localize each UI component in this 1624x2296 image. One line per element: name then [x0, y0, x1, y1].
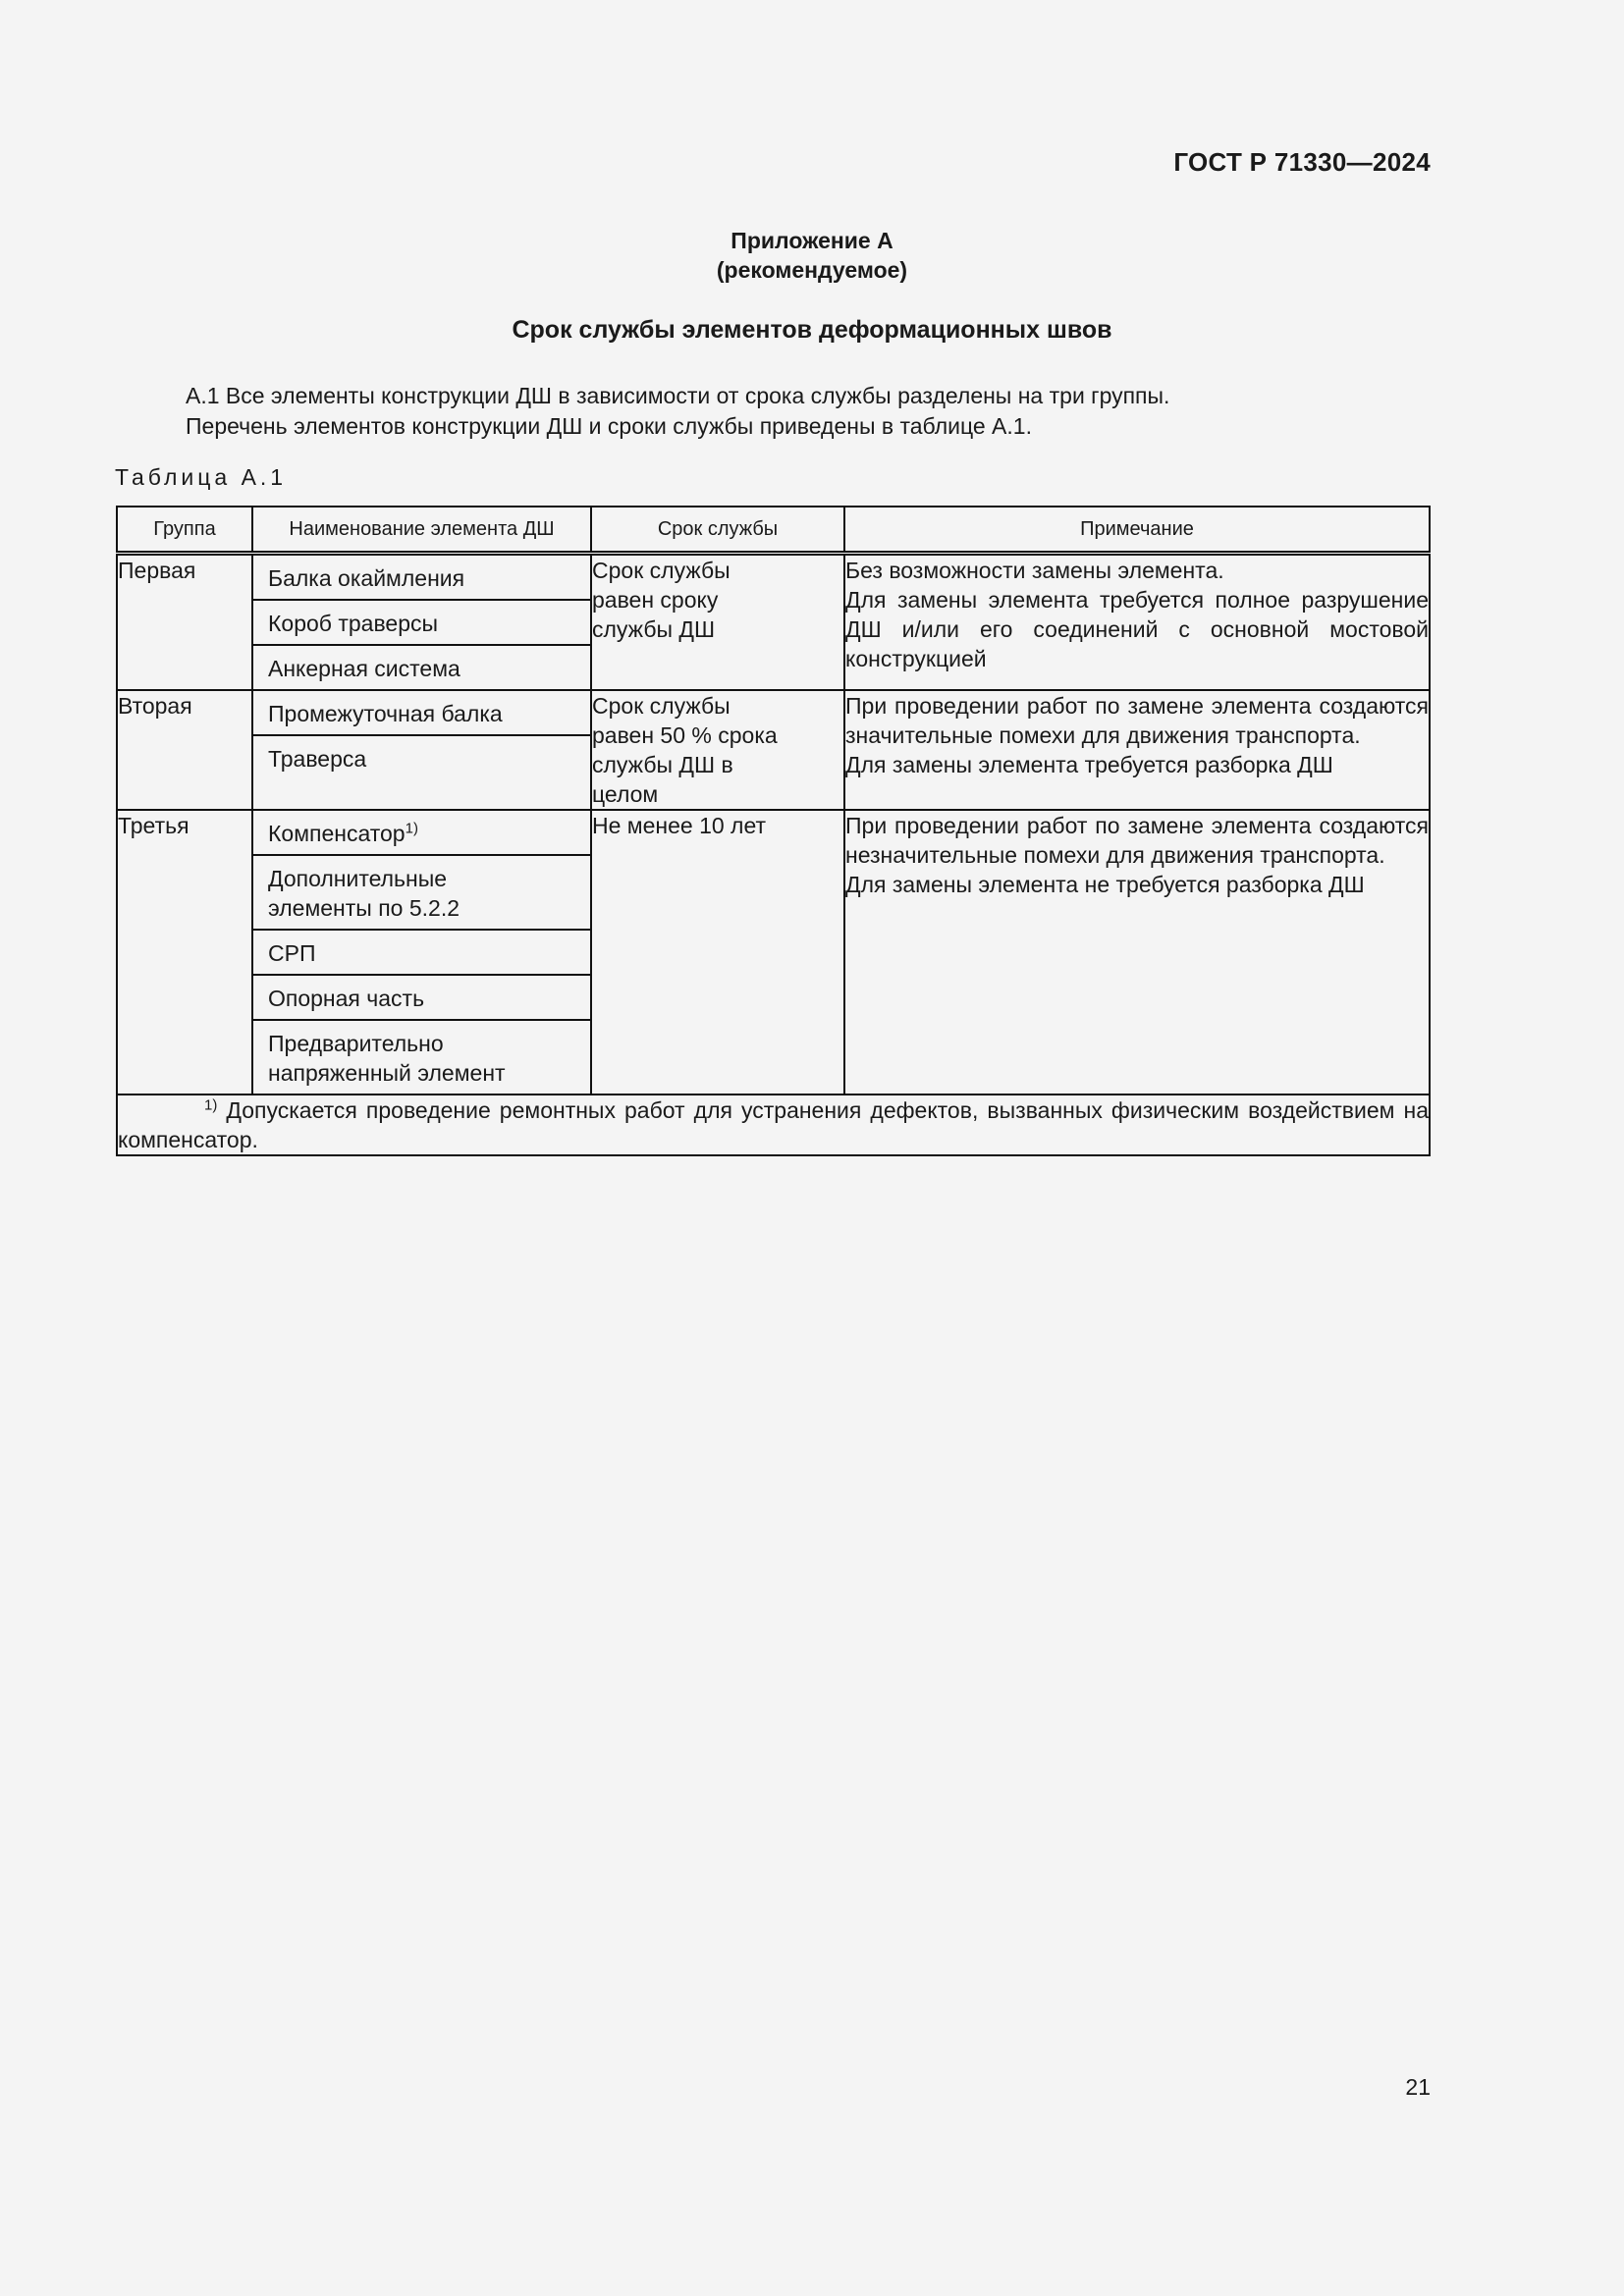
- group-cell: Первая: [117, 554, 252, 691]
- element-item: [253, 1021, 590, 1094]
- service-life-cell: [591, 690, 844, 810]
- group-cell: Вторая: [117, 690, 252, 810]
- note-line: Для замены элемента не требуется разборка ДШ: [845, 872, 1365, 897]
- note-cell: [844, 690, 1430, 810]
- intro-line-2: Перечень элементов конструкции ДШ и сроки службы приведены в таблице А.1.: [186, 413, 1032, 439]
- note-line: Без возможности замены элемента.: [845, 558, 1224, 583]
- footnote: [118, 1095, 1429, 1154]
- footnote-mark: 1): [405, 820, 418, 837]
- appendix-heading: [0, 226, 1624, 285]
- footnote-mark: 1): [204, 1096, 218, 1114]
- table-row: [117, 810, 1430, 1095]
- element-item: Короб траверсы: [253, 601, 590, 646]
- note-line: При проведении работ по замене элемента создаются значительные помехи для движения транспорта.: [845, 693, 1429, 748]
- elements-cell: [252, 810, 591, 1095]
- service-life-text: Срок службы равен 50 % срока службы ДШ в целом: [592, 693, 778, 807]
- footnote-row: [117, 1095, 1430, 1155]
- element-item: Траверса: [268, 746, 367, 772]
- element-item: СРП: [253, 931, 590, 976]
- header-note: Примечание: [844, 507, 1430, 554]
- header-group: Группа: [117, 507, 252, 554]
- standard-number: ГОСТ Р 71330—2024: [1173, 147, 1431, 177]
- service-life-cell: Не менее 10 лет: [591, 810, 844, 1095]
- note-cell: [844, 810, 1430, 1095]
- element-text: Дополнительные элементы по 5.2.2: [268, 866, 460, 921]
- header-service-life: Срок службы: [591, 507, 844, 554]
- table-caption: Таблица А.1: [115, 464, 288, 490]
- element-text: Компенсатор: [268, 821, 406, 846]
- footnote-text: Допускается проведение ремонтных работ для устранения дефектов, вызванных физическим воздействием на компенсатор.: [118, 1097, 1430, 1152]
- elements-cell: [252, 554, 591, 691]
- elements-cell: [252, 690, 591, 810]
- note-cell: [844, 554, 1430, 691]
- intro-paragraph: [186, 381, 1169, 442]
- element-text: Предварительно напряженный элемент: [268, 1031, 506, 1086]
- table-header-row: [117, 507, 1430, 554]
- note-line: Для замены элемента требуется разборка ДШ: [845, 752, 1333, 777]
- page-number: 21: [1405, 2074, 1431, 2100]
- element-item: [253, 856, 590, 931]
- service-life-text: Срок службы равен сроку службы ДШ: [592, 558, 731, 642]
- section-title: Срок службы элементов деформационных швов: [512, 316, 1112, 344]
- header-element-name: Наименование элемента ДШ: [252, 507, 591, 554]
- appendix-title: Приложение А: [731, 228, 893, 253]
- service-life-cell: [591, 554, 844, 691]
- group-cell: Третья: [117, 810, 252, 1095]
- table-row: [117, 554, 1430, 691]
- element-item: [253, 811, 590, 856]
- element-item: Балка окаймления: [253, 556, 590, 601]
- footnote-cell: [117, 1095, 1430, 1155]
- note-line: Для замены элемента требуется полное разрушение ДШ и/или его соединений с основной мостовой конструкцией: [845, 587, 1429, 671]
- service-life-table: [116, 506, 1431, 1156]
- appendix-status: (рекомендуемое): [716, 257, 908, 283]
- table-row: [117, 690, 1430, 810]
- element-item: Анкерная система: [268, 656, 460, 681]
- intro-line-1: А.1 Все элементы конструкции ДШ в зависимости от срока службы разделены на три группы.: [186, 383, 1170, 408]
- element-item: Опорная часть: [253, 976, 590, 1021]
- element-item: Промежуточная балка: [253, 691, 590, 736]
- note-line: При проведении работ по замене элемента создаются незначительные помехи для движения транспорта.: [845, 813, 1429, 868]
